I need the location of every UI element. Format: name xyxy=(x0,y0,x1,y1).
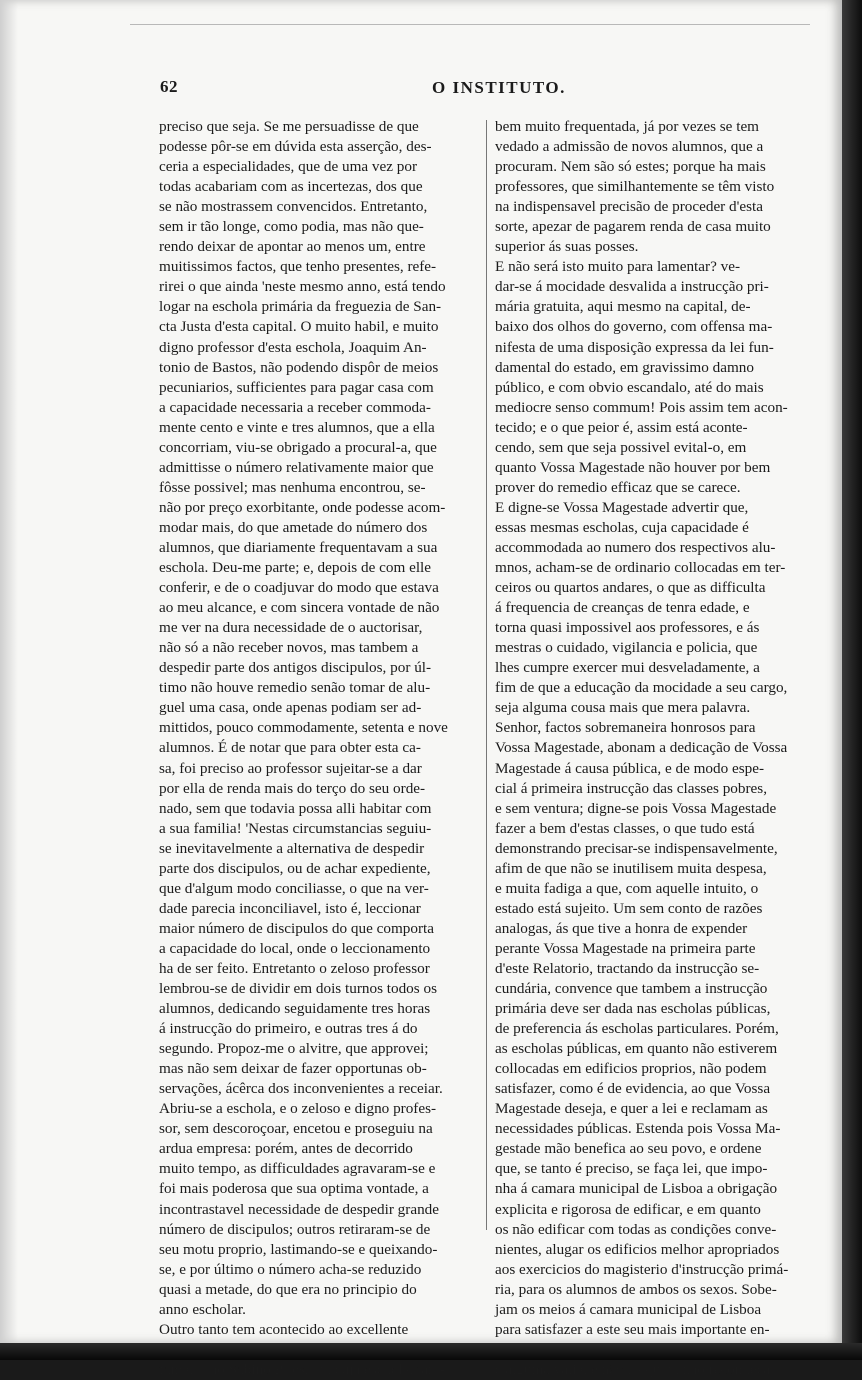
text-line: maior número de discipulos do que comporta xyxy=(159,919,434,937)
text-line: aos exercicios do magisterio d'instrucção primá- xyxy=(495,1260,789,1278)
text-line: vedado a admissão de novos alumnos, que a xyxy=(495,138,764,156)
text-line: nado, sem que todavia possa alli habitar com xyxy=(159,799,432,817)
text-line: segundo. Propoz-me o alvitre, que approvei; xyxy=(159,1040,429,1058)
text-line: podesse pôr-se em dúvida esta asserção, des- xyxy=(159,138,432,156)
text-line: torna quasi impossivel aos professores, e ás xyxy=(495,619,760,637)
text-line: lembrou-se de dividir em dois turnos todos os xyxy=(159,980,437,998)
text-line: quanto Vossa Magestade não houver por bem xyxy=(495,458,771,476)
text-line: por ella de renda mais do terço do seu orde- xyxy=(159,779,426,797)
text-line: dade parecia inconciliavel, isto é, leccionar xyxy=(159,899,421,917)
page-edge-bottom xyxy=(0,1343,862,1360)
text-line: rirei o que ainda 'neste mesmo anno, está tendo xyxy=(159,278,446,296)
right-text-column xyxy=(495,117,813,1380)
text-line: cundária, convence que tambem a instrucção xyxy=(495,980,768,998)
text-line: não por preço exorbitante, onde podesse acom- xyxy=(159,498,446,516)
text-line: afim de que não se inutilisem muita despesa, xyxy=(495,859,767,877)
top-rule xyxy=(130,24,810,25)
text-line: Magestade deseja, e quer a lei e reclamam as xyxy=(495,1100,768,1118)
text-line: me ver na dura necessidade de o auctorisar, xyxy=(159,619,423,637)
text-line: nientes, alugar os edificios melhor apropriados xyxy=(495,1240,780,1258)
text-line: sor, sem descoroçoar, encetou e proseguiu na xyxy=(159,1120,433,1138)
text-line: mas não sem deixar de fazer opportunas ob- xyxy=(159,1060,427,1078)
text-line: timo não houve remedio senão tomar de alu- xyxy=(159,679,431,697)
text-line: bem muito frequentada, já por vezes se tem xyxy=(495,118,759,135)
column-divider xyxy=(486,120,487,1230)
left-text-column xyxy=(159,117,477,1380)
text-line: alumnos, que diariamente frequentavam a sua xyxy=(159,538,438,556)
text-line: tecido; e o que peior é, assim está aconte- xyxy=(495,418,748,436)
text-line: E não será isto muito para lamentar? ve- xyxy=(495,258,741,276)
text-line: quasi a metade, do que era no principio do xyxy=(159,1280,417,1298)
text-line: se inevitavelmente a alternativa de despedir xyxy=(159,839,425,857)
text-line: todas acabariam com as incertezas, dos que xyxy=(159,178,423,196)
text-line: para satisfazer a este seu mais importante en- xyxy=(495,1320,770,1338)
text-line: perante Vossa Magestade na primeira parte xyxy=(495,939,756,957)
text-line: cendo, sem que seja possivel evital-o, em xyxy=(495,438,747,456)
text-line: essas mesmas escholas, cuja capacidade é xyxy=(495,518,749,536)
text-line: professores, que similhantemente se têm visto xyxy=(495,178,775,196)
text-line: mária gratuita, aqui mesmo na capital, de- xyxy=(495,298,751,316)
text-line: sa, foi preciso ao professor sujeitar-se a dar xyxy=(159,759,422,777)
text-line: alumnos. É de notar que para obter esta ca- xyxy=(159,739,421,757)
text-line: preciso que seja. Se me persuadisse de que xyxy=(159,118,419,135)
text-line: muito tempo, as difficuldades agravaram-se e xyxy=(159,1160,436,1178)
text-line: Vossa Magestade, abonam a dedicação de Vossa xyxy=(495,739,788,757)
text-line: nha á camara municipal de Lisboa a obrigação xyxy=(495,1180,778,1198)
text-line: gestade mão benefica ao seu povo, e ordene xyxy=(495,1140,762,1158)
text-line: accommodada ao numero dos respectivos alu- xyxy=(495,538,776,556)
text-line: que, se tanto é preciso, se faça lei, que impo- xyxy=(495,1160,768,1178)
text-line: foi mais poderosa que sua optima vontade, a xyxy=(159,1180,429,1198)
text-line: demonstrando precisar-se indispensavelmente, xyxy=(495,839,778,857)
text-line: que d'algum modo conciliasse, o que na ver- xyxy=(159,879,429,897)
text-line: damental do estado, em gravissimo damno xyxy=(495,358,754,376)
text-line: e sem ventura; digne-se pois Vossa Magestade xyxy=(495,799,777,817)
text-line: se não mostrassem convencidos. Entretanto, xyxy=(159,198,428,216)
text-line: collocadas em edificios proprios, não podem xyxy=(495,1060,767,1078)
text-line: logar na eschola primária da freguezia de San- xyxy=(159,298,442,316)
text-line: seja alguma cousa mais que mera palavra. xyxy=(495,699,751,717)
text-line: de preferencia ás escholas particulares. Porém, xyxy=(495,1020,779,1038)
text-line: incontrastavel necessidade de despedir grande xyxy=(159,1200,440,1218)
text-line: cta Justa d'esta capital. O muito habil, e muito xyxy=(159,318,439,336)
text-line: mediocre senso commum! Pois assim tem acon- xyxy=(495,398,788,416)
text-line: despedir parte dos antigos discipulos, por úl- xyxy=(159,659,432,677)
text-line: d'alguma valia, e não ha quem não reconheça, xyxy=(495,1360,774,1378)
text-line: seu motu proprio, lastimando-se e queixando- xyxy=(159,1240,438,1258)
text-line: estado está sujeito. Um sem conto de razões xyxy=(495,899,763,917)
text-line: explicita e rigorosa de edificar, e em quanto xyxy=(495,1200,761,1218)
text-line: admittisse o número relativamente maior que xyxy=(159,458,434,476)
text-line: nifesta de uma disposição expressa da lei fun- xyxy=(495,338,774,356)
text-line: modar mais, do que ametade do número dos xyxy=(159,518,428,536)
text-line: fôsse possivel; mas nenhuma encontrou, se- xyxy=(159,478,426,496)
text-line: ceria a especialidades, que de uma vez por xyxy=(159,158,418,176)
text-line: jam os meios á camara municipal de Lisboa xyxy=(495,1300,762,1318)
text-line: anno escholar. xyxy=(159,1300,246,1318)
text-line: fazer a bem d'estas classes, o que tudo está xyxy=(495,819,755,837)
gutter-shadow xyxy=(0,0,18,1343)
text-line: mestras o cuidado, vigilancia e policia, que xyxy=(495,639,758,657)
page-number: 62 xyxy=(160,77,178,96)
text-line: e muita fadiga a que, com aquelle intuito, o xyxy=(495,879,759,897)
text-line: público, e com obvio escandalo, até do mais xyxy=(495,378,764,396)
text-line: guel uma casa, onde apenas podiam ser ad- xyxy=(159,699,422,717)
text-line: servações, ácêrca dos inconvenientes a receiar. xyxy=(159,1080,443,1098)
text-line: rendo deixar de apontar ao menos um, entre xyxy=(159,238,426,256)
text-line: a sua familia! 'Nestas circumstancias seguiu- xyxy=(159,819,432,837)
text-line: fim de que a educação da mocidade a seu cargo, xyxy=(495,679,788,697)
text-line: necessidades públicas. Estenda pois Vossa Ma- xyxy=(495,1120,781,1138)
text-line: não só a não receber novos, mas tambem a xyxy=(159,639,419,657)
text-line: baixo dos olhos do governo, com offensa ma- xyxy=(495,318,773,336)
text-line: a capacidade do local, onde o leccionamento xyxy=(159,939,431,957)
text-line: na indispensavel precisão de proceder d'esta xyxy=(495,198,763,216)
page-edge-right xyxy=(842,0,862,1360)
text-line: analogas, ás que tive a honra de expender xyxy=(495,919,748,937)
text-line: primária deve ser dada nas escholas públicas, xyxy=(495,1000,771,1018)
text-line: Magestade á causa pública, e de modo espe- xyxy=(495,759,765,777)
text-line: ria, para os alumnos de ambos os sexos. Sobe- xyxy=(495,1280,777,1298)
text-line: tonio de Bastos, não podendo dispôr de meios xyxy=(159,358,439,376)
text-line: ha de ser feito. Entretanto o zeloso professor xyxy=(159,959,430,977)
text-line: prover do remedio efficaz que se carece. xyxy=(495,478,741,496)
text-line: sorte, apezar de pagarem renda de casa muito xyxy=(495,218,771,236)
text-line: a capacidade necessaria a receber commoda- xyxy=(159,398,431,416)
text-line: á frequencia de creanças de tenra edade, e xyxy=(495,599,750,617)
text-line: lhes cumpre exercer mui desveladamente, a xyxy=(495,659,760,677)
text-line: pecuniarios, sufficientes para pagar casa com xyxy=(159,378,434,396)
text-line: Abriu-se a eschola, e o zeloso e digno profes- xyxy=(159,1100,437,1118)
text-line: d'este Relatorio, tractando da instrucção se- xyxy=(495,959,760,977)
text-line: parte dos discipulos, ou de achar expediente, xyxy=(159,859,431,877)
text-line: fama, João Sabino Pires, em cuja eschola, tam- xyxy=(159,1360,445,1378)
text-line: E digne-se Vossa Magestade advertir que, xyxy=(495,498,749,516)
text-line: sem ir tão longe, como podia, mas não que- xyxy=(159,218,424,236)
text-line: muitissimos factos, que tenho presentes, refe- xyxy=(159,258,437,276)
text-line: cial á primeira instrucção das classes pobres, xyxy=(495,779,768,797)
text-line: conferir, e de o coadjuvar do modo que estava xyxy=(159,579,439,597)
running-title: O INSTITUTO. xyxy=(432,78,566,97)
text-line: número de discipulos; outros retiraram-se de xyxy=(159,1220,431,1238)
text-line: mnos, acham-se de ordinario collocadas em ter- xyxy=(495,559,786,577)
text-line: os não edificar com todas as condições conve- xyxy=(495,1220,777,1238)
text-line: mittidos, pouco commodamente, setenta e nove xyxy=(159,719,448,737)
text-line: á instrucção do primeiro, e outras tres á do xyxy=(159,1020,418,1038)
text-line: mente cento e vinte e tres alumnos, que a ella xyxy=(159,418,435,436)
text-line: eschola. Deu-me parte; e, depois de com elle xyxy=(159,559,431,577)
text-line: se, e por último o número acha-se reduzido xyxy=(159,1260,422,1278)
text-line: procuram. Nem são só estes; porque ha mais xyxy=(495,158,766,176)
text-line: concorriam, viu-se obrigado a procural-a, que xyxy=(159,438,437,456)
text-line: digno professor d'esta eschola, Joaquim An- xyxy=(159,338,427,356)
text-line: superior ás suas posses. xyxy=(495,238,639,256)
text-line: satisfazer, como é de evidencia, ao que Vossa xyxy=(495,1080,771,1098)
text-line: dar-se á mocidade desvalida a instrucção pri- xyxy=(495,278,769,296)
text-line: alumnos, dedicando seguidamente tres horas xyxy=(159,1000,431,1018)
text-line: ardua empresa: porém, antes de decorrido xyxy=(159,1140,413,1158)
text-line: Outro tanto tem acontecido ao excellente xyxy=(159,1320,409,1338)
text-line: as escholas públicas, em quanto não estiverem xyxy=(495,1040,778,1058)
text-line: ao meu alcance, e com sincera vontade de não xyxy=(159,599,440,617)
text-line: Senhor, factos sobremaneira honrosos para xyxy=(495,719,756,737)
text-line: ceiros ou quartos andares, o que as difficulta xyxy=(495,579,766,597)
